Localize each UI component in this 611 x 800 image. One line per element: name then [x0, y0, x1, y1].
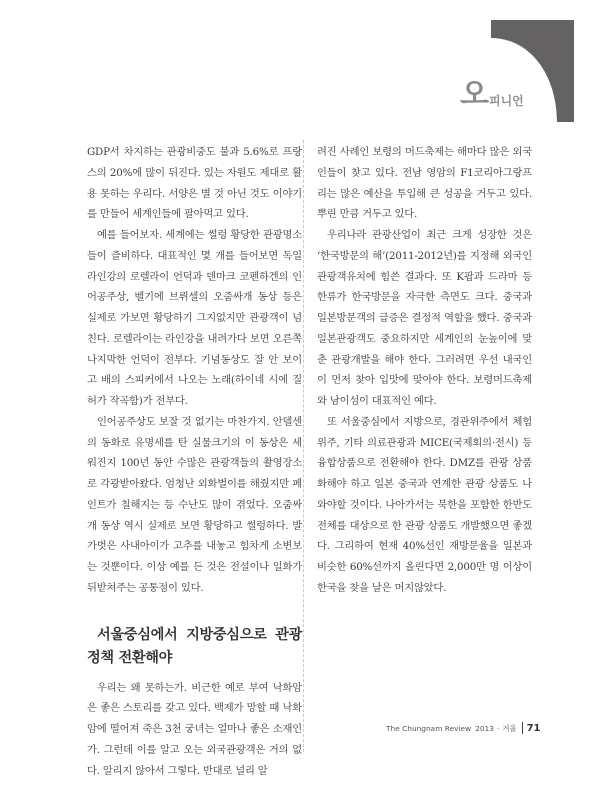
paragraph: 또 서울중심에서 지방으로, 경관위주에서 체험위주, 기타 의료관광과 MICE(국제회의·전시) 등 융합상품으로 전환해야 한다. DMZ를 관광 상품화해야 하고 일본 중국과 연계한 관광 상품도 나와야할 것이다. 나아가서는 북한을 포함한 한반도 전체를 대상으로 한 관광 상품도 개발했으면 좋겠다. 그리하여 현재 40%선인 재방문율을 일본과 비슷한 60%선까지 올린다면 2,000만 명 이상이 한국을 찾을 날은 머지않았다.: [317, 415, 532, 594]
section-label-rest: 피니언: [488, 94, 524, 108]
publication-name: The Chungnam Review: [386, 723, 472, 733]
article-left-column: [87, 142, 302, 781]
section-corner-decoration: [0, 0, 611, 140]
paragraph: 예를 들어보자. 세계에는 썰렁 황당한 관광명소들이 즐비하다. 대표적인 몇 개를 들어보면 독일 라인강의 로렐라이 언덕과 덴마크 코펜하겐의 인어공주상, 벨기에 브뤼셀의 오줌싸개 동상 등은 실제로 가보면 황당하기 그지없지만 관광객이 넘친다. 로렐라이는 라인강을 내려가다 보면 오른쪽 나지막한 언덕이 전부다. 기념동상도 잘 안 보이고 배의 스피커에서 나오는 노래(하이네 시에 질허가 작곡함)가 전부다.: [87, 229, 302, 407]
paragraph: 우리나라 관광산업이 최근 크게 성장한 것은 ‘한국방문의 해’(2011-2012년)를 지정해 외국인 관광객유치에 힘쓴 결과다. 또 K팝과 드라마 등 한류가 한국방문을 자극한 측면도 크다. 중국과 일본방문객의 급증은 결정적 역할을 했다. 중국과 일본관광객도 중요하지만 세계인의 눈높이에 맞춘 관광개발을 해야 한다. 그러려면 우선 내국인이 먼저 찾아 입맛에 맞아야 한다. 보령머드축제와 남이섬이 대표적인 예다.: [317, 229, 532, 407]
page-footer: [386, 721, 541, 735]
issue-year: 2013: [475, 723, 494, 733]
paragraph: 려진 사례인 보령의 머드축제는 해마다 많은 외국인들이 찾고 있다. 전남 영암의 F1코리아그랑프리는 많은 예산을 투입해 큰 성공을 거두고 있다. 뿌린 만큼 거두고 있다.: [317, 146, 532, 221]
section-label-initial: 오: [460, 77, 488, 112]
article-right-column: [317, 142, 532, 599]
section-label-opinion: [460, 77, 524, 112]
issue-separator: ·: [496, 723, 500, 733]
paragraph: 우리는 왜 못하는가. 비근한 예로 부여 낙화암은 좋은 스토리를 갖고 있다. 백제가 망할 때 낙화암에 떨어져 죽은 3천 궁녀는 얼마나 좋은 소재인가. 그런데 이를 알고 오는 외국관광객은 거의 없다. 알리지 않아서 그렇다. 반대로 널리 알: [87, 681, 302, 777]
subheading: 서울중심에서 지방중심으로 관광정책 전환해야: [87, 626, 302, 666]
footer-divider: [522, 722, 523, 734]
paragraph: GDP서 차지하는 관광비중도 불과 5.6%로 프랑스의 20%에 많이 뒤진다. 있는 자원도 제대로 활용 못하는 우리다. 서양은 별 것 아닌 것도 이야기를 만들어 세계인들에 팔아먹고 있다.: [87, 146, 302, 221]
column-divider: [303, 140, 304, 752]
issue-season: 겨울: [502, 723, 517, 733]
page-number: 71: [526, 722, 541, 734]
paragraph: 인어공주상도 보잘 것 없기는 마찬가지. 안델센의 동화로 유명세를 탄 실물크기의 이 동상은 세워진지 100년 동안 수많은 관광객들의 촬영장소로 각광받아왔다. 엄청난 외화벌이를 해줬지만 페인트가 칠해지는 등 수난도 많이 겪었다. 오줌싸개 동상 역시 실제로 보면 황당하고 썰렁하다. 발가벗은 사내아이가 고추를 내놓고 힘차게 소변보는 것뿐이다. 이상 예를 든 것은 전설이나 일화가 뒤받쳐주는 공통점이 있다.: [87, 415, 302, 594]
